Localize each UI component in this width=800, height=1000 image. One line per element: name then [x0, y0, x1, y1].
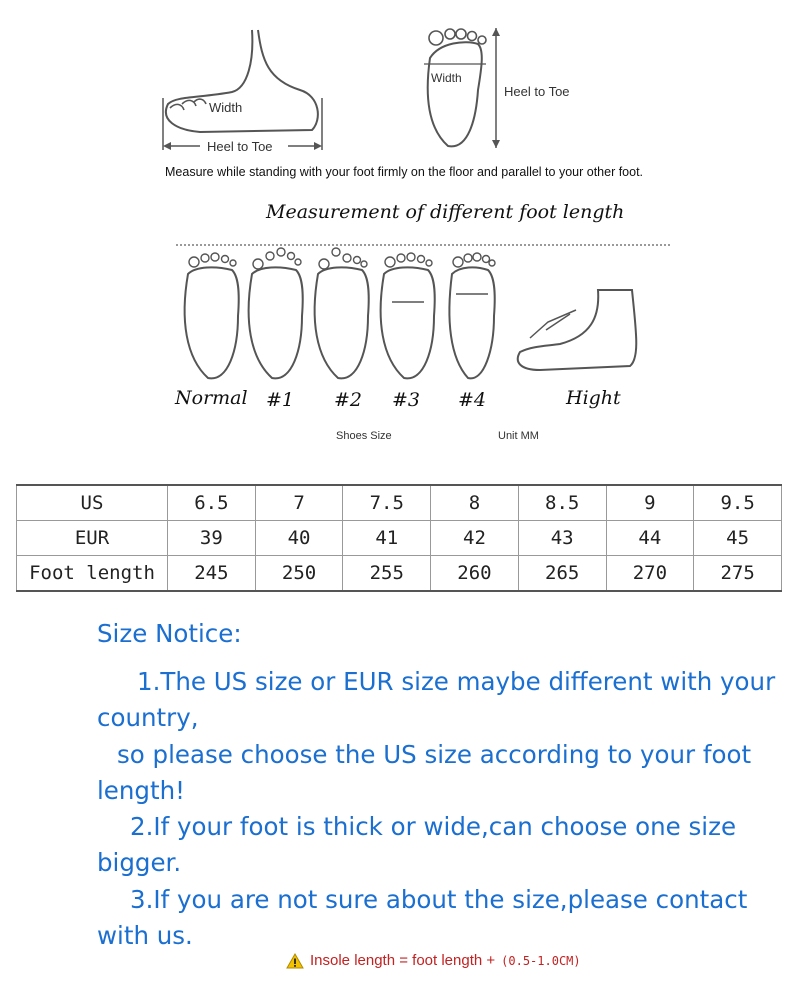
size-notice-title: Size Notice:	[97, 619, 242, 648]
sole-length-label: Heel to Toe	[504, 84, 570, 99]
size-notice-item3-line1: 3.If you are not sure about the size,please contact	[130, 885, 748, 914]
table-cell: 9	[606, 485, 694, 521]
table-cell: 270	[606, 556, 694, 592]
table-cell: 260	[431, 556, 519, 592]
size-notice-item1-line4: length!	[97, 776, 185, 805]
table-cell: 255	[343, 556, 431, 592]
warning-icon	[286, 953, 304, 969]
foot-type-label-4: #4	[458, 389, 487, 411]
table-cell: 7	[255, 485, 343, 521]
foot-type-label-3: #3	[392, 389, 421, 411]
foot-type-label-normal: Normal	[175, 387, 248, 409]
table-cell: 8.5	[518, 485, 606, 521]
table-cell: 8	[431, 485, 519, 521]
row-header-foot-length: Foot length	[17, 556, 168, 592]
row-header-us: US	[17, 485, 168, 521]
foot-type-label-2: #2	[334, 389, 363, 411]
table-cell: 245	[168, 556, 256, 592]
row-header-eur: EUR	[17, 521, 168, 556]
table-cell: 45	[694, 521, 782, 556]
size-notice-item2-line2: bigger.	[97, 848, 182, 877]
table-row-us	[17, 485, 782, 521]
table-cell: 42	[431, 521, 519, 556]
table-cell: 6.5	[168, 485, 256, 521]
size-notice-item1-line2: country,	[97, 703, 199, 732]
table-cell: 41	[343, 521, 431, 556]
sole-width-label: Width	[431, 71, 462, 85]
table-cell: 39	[168, 521, 256, 556]
insole-note-text: Insole length = foot length +	[310, 952, 496, 969]
size-notice-item1-line1: 1.The US size or EUR size maybe different with your	[137, 667, 776, 696]
measure-instruction: Measure while standing with your foot firmly on the floor and parallel to your other foot.	[165, 165, 644, 179]
insole-note-formula: (0.5-1.0CM)	[501, 953, 581, 968]
table-caption-unit: Unit MM	[498, 430, 539, 442]
side-length-label: Heel to Toe	[207, 139, 273, 154]
size-notice-item3-line2: with us.	[97, 921, 193, 950]
size-notice-item2-line1: 2.If your foot is thick or wide,can choose one size	[130, 812, 737, 841]
table-cell: 43	[518, 521, 606, 556]
table-cell: 7.5	[343, 485, 431, 521]
insole-note	[286, 952, 581, 969]
table-cell: 40	[255, 521, 343, 556]
size-notice-item1-line3: so please choose the US size according to your foot	[117, 740, 752, 769]
table-cell: 250	[255, 556, 343, 592]
table-cell: 265	[518, 556, 606, 592]
foot-type-label-1: #1	[266, 389, 295, 411]
table-cell: 9.5	[694, 485, 782, 521]
side-width-label: Width	[209, 100, 243, 115]
table-cell: 44	[606, 521, 694, 556]
table-row-foot-length	[17, 556, 782, 592]
table-caption-size: Shoes Size	[336, 430, 392, 442]
size-table	[16, 484, 782, 592]
foot-type-label-high: Hight	[566, 387, 621, 409]
table-cell: 275	[694, 556, 782, 592]
foot-types-title: Measurement of different foot length	[266, 201, 625, 223]
table-row-eur	[17, 521, 782, 556]
